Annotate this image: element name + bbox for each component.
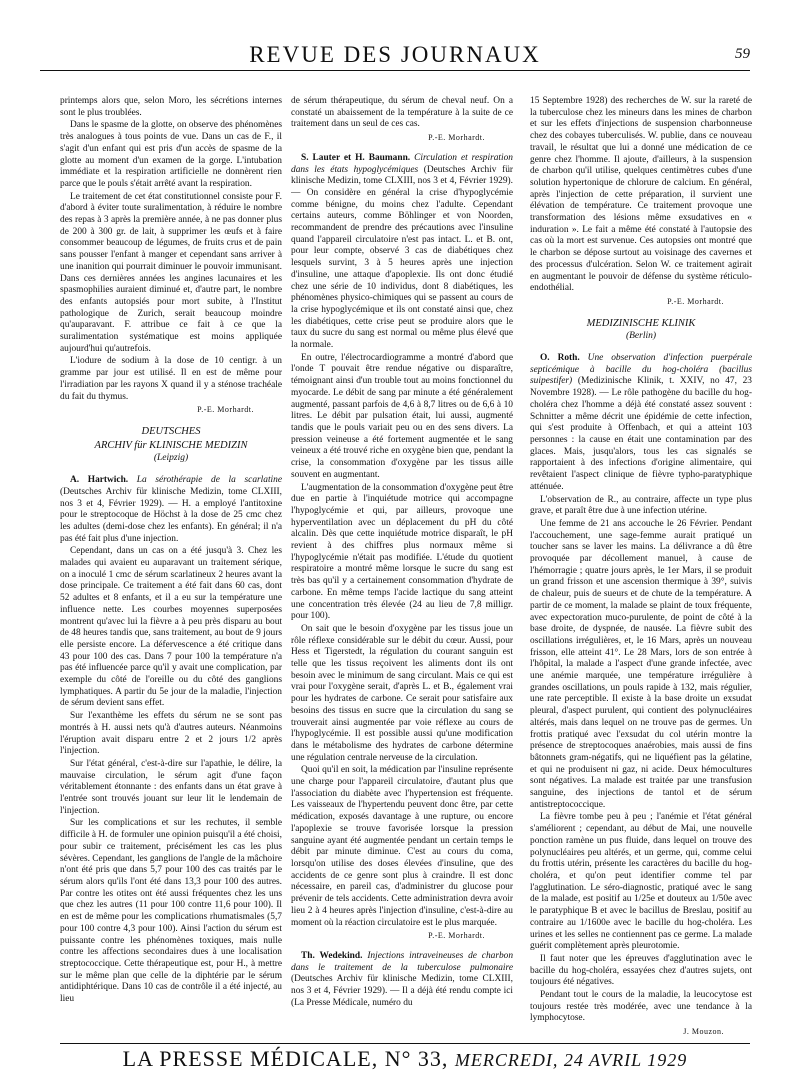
column-2 bbox=[291, 96, 513, 1041]
paragraph: de sérum thérapeutique, du sérum de cheval neuf. On a constaté un abaissement de la température à la suite de ce traitement dans un seul de ces cas. bbox=[291, 96, 513, 130]
paragraph: Pendant tout le cours de la maladie, la leucocytose est toujours restée très modérée, avec une tendance à la lymphocytose. bbox=[530, 990, 752, 1024]
article-lead bbox=[60, 475, 282, 545]
paragraph: Sur l'exanthème les effets du sérum ne se sont pas montrés à H. aussi nets qu'à d'autres auteurs. Néanmoins l'éruption avait disparu entre 2 et 2 jours 1/2 après l'injection. bbox=[60, 711, 282, 757]
paragraph: En outre, l'électrocardiogramme a montré d'abord que l'onde T pouvait être rendue négative ou disparaître, témoignant ainsi d'un trouble tout au moins fonctionnel du myocarde. Le débit de sang par minute a été généralement augmenté, passant parfois de 4,6 à 8,7 litres ou de 6,6 à 10 litres. Le débit par pulsation était, lui aussi, augmenté tandis que le pouls variait peu ou en des sens divers. La pression veineuse a été fortement augmentée et le sang veineux a été trouvé riche en oxygène bien que, pendant la crise, la consommation d'oxygène par les tissus aille souvent en augmentant. bbox=[291, 352, 513, 480]
paragraph: Dans le spasme de la glotte, on observe des phénomènes très analogues à tous points de vue. Dans un cas de F., il s'agit d'un enfant qui est pris d'un accès de spasme de la glotte au moment d'un examen de la gorge. L'intubation immédiate et la respiration artificielle ne donnèrent rien parce que le pouls s'était arrêté avant la respiration. bbox=[60, 120, 282, 189]
article-lead bbox=[530, 353, 752, 493]
paragraph: printemps alors que, selon Moro, les sécrétions internes sont le plus troublées. bbox=[60, 96, 282, 118]
author-signature: J. Mouzon. bbox=[683, 1027, 724, 1037]
article-intro: (Deutsches Archiv für klinische Medizin, tome CLXIII, nos 3 et 4, Février 1929). — Il a déjà été rendu compte ici (La Presse Médicale, numéro du bbox=[291, 974, 513, 1008]
issue-date: MERCREDI, 24 AVRIL 1929 bbox=[454, 1050, 688, 1070]
article-author: O. Roth. bbox=[540, 353, 580, 364]
paragraph: La fièvre tombe peu à peu ; l'anémie et l'état général s'améliorent ; cependant, au début de Mai, une nouvelle ponction ramène un pus fluide, dans lequel on trouve des polynucléaires peu altérés, et un germe, qui, comme celui du frottis utérin, présente les caractères du bacille du hog-choléra, et qu'on peut identifier comme tel par l'agglutination. Le séro-diagnostic, pratiqué avec le sang de la malade, est positif au 1/25e et douteux au 1/50e avec le paratyphique B et avec le bacillus de Breslau, positif au contraire au 1/1600e avec le bacille du hog-choléra. Les urines et les selles ne contiennent pas ce germe. La malade guérit complètement après pleurotomie. bbox=[530, 812, 752, 952]
paragraph: On sait que le besoin d'oxygène par les tissus joue un rôle réflexe considérable sur le débit du cœur. Aussi, pour Hess et Tigerstedt, la régulation du courant sanguin est telle que les tissus reçoivent les aliments dont ils ont besoin avec le minimum de sang circulant. Mais ce qui est vrai pour l'oxygène serait, d'après L. et B., également vrai pour les hydrates de carbone. Ce serait pour satisfaire aux besoins des tissus en sucre que la circulation du sang se trouverait ainsi augmentée par voie réflexe au cours de l'hypoglycémie. Il est possible aussi qu'une modification dans le métabolisme des hydrates de carbone détermine une régulation centrale nerveuse de la circulation. bbox=[291, 623, 513, 763]
paragraph: Quoi qu'il en soit, la médication par l'insuline représente une charge pour l'appareil circulatoire, d'autant plus que l'association du diabète avec l'hypertension est fréquente. Les vaisseaux de l'hypertendu peuvent donc être, par cette médication, exposés davantage à une rupture, ou encore l'apoplexie se trouve favorisée lorsque la pression sanguine ayant été augmentée pendant un certain temps le débit par minute diminue. C'est au cours du coma, lorsqu'on utilise des doses élevées d'insuline, que des accidents de ce genre sont plus à craindre. Il est donc nécessaire, en pareil cas, d'administrer du glucose pour prévenir de tels accidents. Cette administration devra avoir lieu 2 à 4 heures après l'injection d'insuline, c'est-à-dire au moment où la réaction circulatoire est le plus marquée. bbox=[291, 765, 513, 928]
author-signature: P.-E. Morhardt. bbox=[428, 133, 485, 143]
column-1 bbox=[60, 96, 282, 1041]
article-intro: (Deutsches Archiv für klinische Medizin, tome CLXIII, nos 3 et 4, Février 1929). — H. a employé l'antitoxine pour le streptocoque de Höchst à la dose de 25 cmc chez les adultes (demi-dose chez les enfants). En général; il n'a pas été fait plus d'une injection. bbox=[60, 486, 282, 544]
author-signature: P.-E. Morhardt. bbox=[667, 296, 724, 306]
paragraph: Une femme de 21 ans accouche le 26 Février. Pendant l'accouchement, une sage-femme aurait pratiqué un toucher sans se laver les mains. La délivrance a dû être provoquée par décollement manuel, à cause de l'hémorragie ; quatre jours après, le 1er Mars, il se produit un grand frisson et une ascension thermique à 39°, suivis de chaleur, puis de sueurs et de chute de la température. A partir de ce moment, la malade se plaint de toux fréquente, avec expectoration muco-purulente, de point de côté à la base droite, de dyspnée, de nausée. La fièvre subit des oscillations irrégulières, et, le 16 Mars, après un nouveau frisson, elle atteint 41°. Le 28 Mars, lors de son entrée à l'hôpital, la malade a l'aspect d'une grande infectée, avec une anémie marquée, une température irrégulière à grandes oscillations, un pouls rapide à 132, mais régulier, une rate perceptible. Il existe à la base droite un exsudat pleural, d'aspect purulent, qui contient des polynucléaires altérés, mais dans lequel on ne trouve pas de germes. Un frottis pratiqué avec l'exsudat du col utérin montre la présence de streptocoques anaérobies, mais aussi de fins bâtonnets gram-négatifs, qui ne liquéfient pas la gélatine, et qui ne produisent ni gaz, ni acide. Deux hémocultures sont négatives. La malade est traitée par une transfusion sanguine, des injections de tantol et de sérum antistreptococcique. bbox=[530, 518, 752, 810]
journal-section-heading: MEDIZINISCHE KLINIK bbox=[586, 317, 696, 329]
article-title: Circulation et respiration dans les états hypoglycémiques bbox=[291, 152, 513, 175]
paragraph: L'augmentation de la consommation d'oxygène peut être due en partie à l'inquiétude motrice qui accompagne l'hypoglycémie et qui, par ailleurs, provoque une hyperventilation avec un déplacement du pH du côté alcalin. Dès que cette inquiétude motrice disparaît, le pH revient à des chiffres plus normaux même si l'hypoglycémie n'était pas modifiée. L'étude du quotient respiratoire a montré même lorsque le sucre du sang est très bas qu'il y a certainement consommation d'hydrate de carbone. En même temps l'acide lactique du sang atteint une concentration très élevée (24 au lieu de 7,8 milligr. pour 100). bbox=[291, 482, 513, 622]
journal-city: (Berlin) bbox=[625, 331, 657, 342]
page-footer bbox=[60, 1043, 750, 1072]
paragraph: 15 Septembre 1928) des recherches de W. sur la rareté de la tuberculose chez les mineurs dans les mines de charbon et sur les effets d'injections de suspension charbonneuse chez des cobayes tuberculisés. W. publie, dans ce nouveau travail, le résultat que lui a donné une médication de ce genre chez l'homme. Il ajoute, d'ailleurs, à la suspension de charbon qu'il utilise, quelques centimètres cubes d'une solution hypertonique de chlorure de calcium. En général, après l'injection de cette préparation, il survient une élévation de température. Ce traitement provoque une transformation des lésions même exsudatives en « induration ». Le fait a même été constaté à l'autopsie des cas où la mort est survenue. Ces autopsies ont montré que le charbon se dépose surtout au voisinage des cavernes et des processus d'ulcération. Selon W. ce traitement agirait en augmentant le pouvoir de défense du système réticulo-endothélial. bbox=[530, 96, 752, 294]
article-lead bbox=[291, 153, 513, 352]
paragraph: Sur les complications et sur les rechutes, il semble difficile à H. de formuler une opinion puisqu'il a été choisi, pour subir ce traitement, précisément les cas les plus sévères. Cependant, les ganglions de l'angle de la mâchoire n'ont été pris que dans 5,7 pour 100 des cas traités par le sérum alors qu'ils l'ont été dans 13,3 pour 100 des autres. Par contre les otites ont été aussi fréquentes chez les uns que chez les autres (11 pour 100 contre 11,6 pour 100). Il en est de même pour les complications rhumatismales (5,7 pour 100 contre 4,3 pour 100). Ainsi l'action du sérum est puissante contre les phénomènes toxiques, mais nulle contre les affections secondaires dues à une localisation streptococcique. Cette thérapeutique est, pour H., à mettre sur le même plan que celle de la diphtérie par le sérum antidiphtérique. Dans 10 cas de contrôle il a été injecté, au lieu bbox=[60, 818, 282, 1005]
paragraph: Il faut noter que les épreuves d'agglutination avec le bacille du hog-choléra, essayées chez d'autres sujets, ont toujours été négatives. bbox=[530, 953, 752, 988]
paragraph: L'observation de R., au contraire, affecte un type plus grave, et paraît être due à une infection utérine. bbox=[530, 494, 752, 517]
issue-number: N° 33, bbox=[384, 1046, 449, 1071]
article-lead bbox=[291, 951, 513, 1010]
paragraph: Cependant, dans un cas on a été jusqu'à 3. Chez les malades qui avaient eu auparavant un traitement sérique, on a inoculé 1 cmc de sérum scarlatineux 2 heures avant la dose principale. Ce traitement a été fait dans 60 cas, dont 52 adultes et 8 enfants, et il a eu sur la température une influence nette. Les courbes moyennes superposées montrent qu'avec lui la fièvre a à peu près disparu au bout de 48 heures tandis que, sans traitement, au bout de 9 jours elle persiste encore. La défervescence a été critique dans 43 pour 100 des cas. Dans 7 pour 100 la température n'a pas été influencée parce qu'il y avait une complication, par exemple du côté de l'oreille ou du côté des ganglions lymphatiques. A partir du 5e jour de la maladie, l'injection de sérum devient sans effet. bbox=[60, 546, 282, 709]
header-rule bbox=[40, 70, 750, 71]
column-3 bbox=[530, 96, 752, 1041]
paragraph: L'iodure de sodium à la dose de 10 centigr. à un gramme par jour est utilisé. Il en est de même pour l'irradiation par les rayons X quand il y a sténose trachéale du fait du thymus. bbox=[60, 356, 282, 402]
author-signature: P.-E. Morhardt. bbox=[197, 405, 254, 415]
journal-section-title: REVUE DES JOURNAUX bbox=[249, 42, 541, 67]
article-title: La sérothérapie de la scarlatine bbox=[136, 475, 282, 486]
article-author: A. Hartwich. bbox=[70, 475, 129, 486]
article-title: Injections intraveineuses de charbon dans le traitement de la tuberculose pulmonaire bbox=[291, 950, 513, 973]
article-intro: (Deutsches Archiv für klinische Medizin, tome CLXIII, nos 3 et 4, Février 1929). — On considère en général la crise d'hypoglycémie comme bénigne, du moins chez l'adulte. Cependant certains auteurs, comme Böhlinger et von Noorden, recommandent de prendre des précautions avec l'insuline quand l'appareil circulatoire n'est pas intact. L. et B. ont, pour leur compte, observé 3 cas de diabétiques chez lesquels survint, 3 à 5 heures après une injection d'insuline, une attaque d'apoplexie. Ils ont donc étudié chez une série de 10 individus, dont 8 diabétiques, les phénomènes physico-chimiques qui se passent au cours de la crise hypoglycémique et ils ont constaté ainsi que, chez les diabétiques, cette crise peut se produire alors que le taux du sucre du sang est normal ou même plus élevé que la normale. bbox=[291, 164, 513, 351]
journal-section-subheading: ARCHIV für KLINISCHE MEDIZIN bbox=[94, 439, 248, 451]
article-author: S. Lauter et H. Baumann. bbox=[301, 152, 411, 163]
paragraph: Sur l'état général, c'est-à-dire sur l'apathie, le délire, la mauvaise circulation, le sérum agit d'une façon véritablement étonnante : des enfants dans un état grave à l'entrée sont trouvés jouant sur leur lit le lendemain de l'injection. bbox=[60, 758, 282, 816]
page-number: 59 bbox=[735, 46, 750, 62]
publication-name: LA PRESSE MÉDICALE, bbox=[122, 1046, 379, 1071]
paragraph: Le traitement de cet état constitutionnel consiste pour F. d'abord à éviter toute suralimentation, à réduire le nombre des repas à 3 après la première année, à ne pas donner plus de 200 à 300 gr. de lait, à supprimer les œufs et à faire consommer beaucoup de légumes, de fruits crus et de pain sans pousser l'enfant à manger et cependant sans arriver à une inanition qui pourrait diminuer le pouvoir immunisant. Dans ces dernières années les angines lacunaires et les spasmophilies auraient diminué et, d'autre part, le nombre des enfants autopsiés pour mort subite, à l'Institut pathologique de Zurich, serait beaucoup moindre qu'auparavant. F. attribue ce fait à ce que la suralimentation systématique est moins appliquée aujourd'hui qu'autrefois. bbox=[60, 191, 282, 354]
journal-city: (Leipzig) bbox=[153, 453, 189, 464]
author-signature: P.-E. Morhardt. bbox=[428, 931, 485, 941]
journal-section-heading: DEUTSCHES bbox=[141, 425, 201, 437]
article-title: Une observation d'infection puerpérale septicémique à bacille du hog-choléra (bacillus suipestifer) bbox=[530, 353, 752, 387]
article-intro: (Medizinische Klinik, t. XXIV, no 47, 23 Novembre 1928). — Le rôle pathogène du bacille du hog-choléra chez l'homme a déjà été constaté assez souvent : Schnitter a même décrit une épidémie de cette infection, qui s'est produite à Offenbach, et qui a atteint 103 personnes : la cause en était une contamination par des glaces. Mais, jusqu'alors, tous les cas signalés se rapportaient à des infections d'origine alimentaire, qui revêtaient l'aspect clinique de fièvre typho-paratyphique atténuée. bbox=[530, 376, 752, 492]
article-author: Th. Wedekind. bbox=[301, 950, 363, 961]
page-header bbox=[40, 0, 750, 72]
